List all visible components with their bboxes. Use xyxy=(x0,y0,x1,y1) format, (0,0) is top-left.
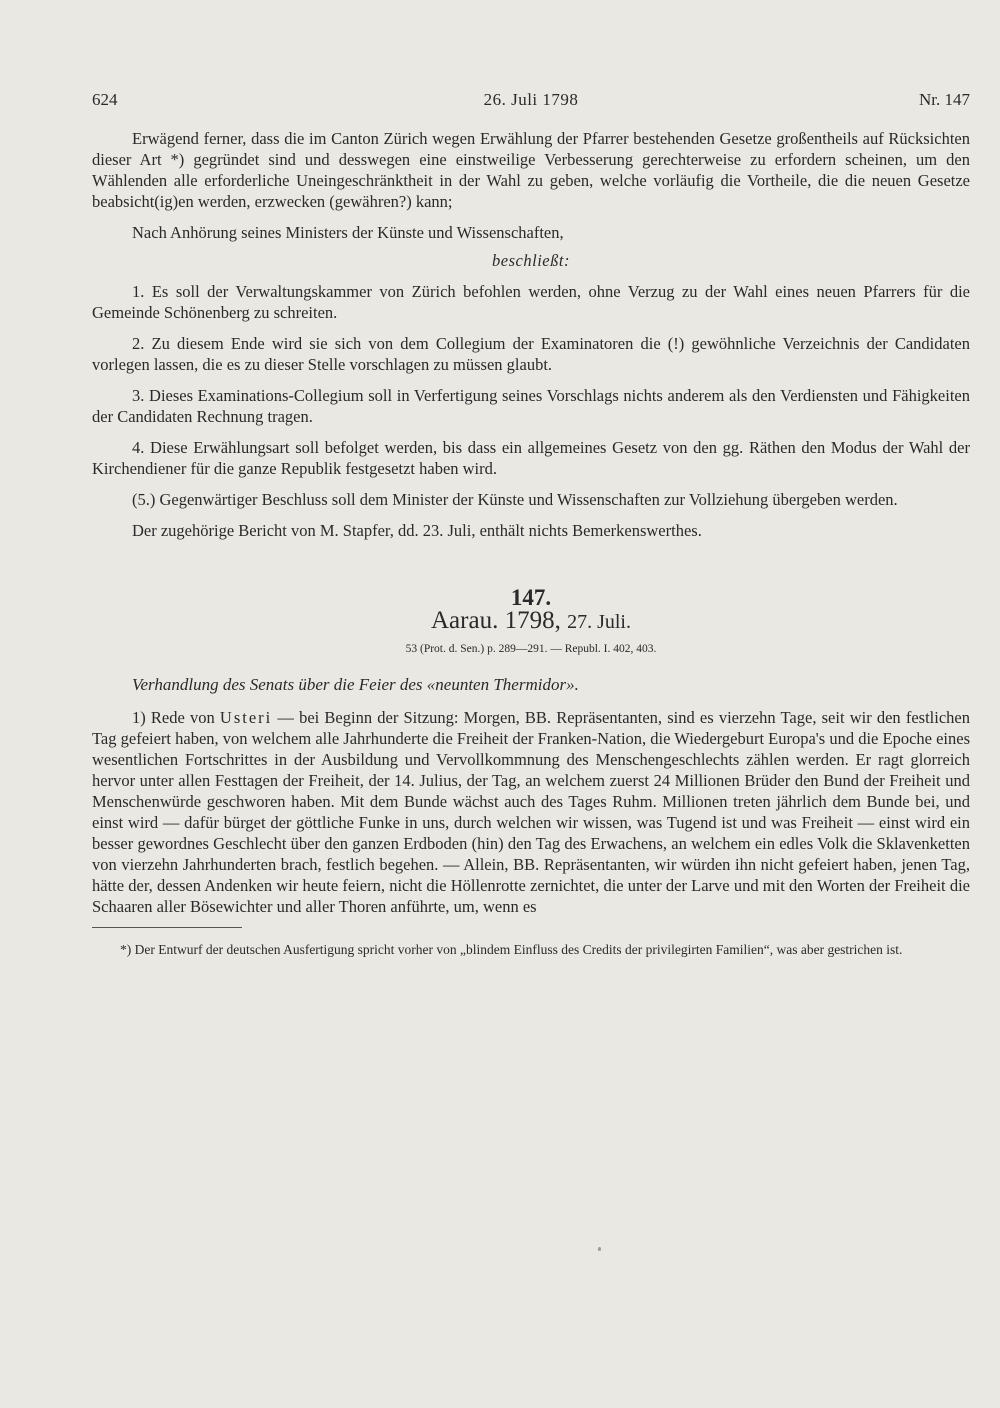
speech-text: — bei Beginn der Sitzung: Morgen, BB. Repräsentanten, sind es vierzehn Tage, seit wir den festlichen Tag gefeiert haben, von welchem alle Jahrhunderte die Freiheit der Franken-Nation, die Wiedergeburt Europa's und die Epoche eines wesentlichen Fortschrittes in der Ausbildung und Vervollkommnung des Menschengeschlechts zählen werden. Er ragt glorreich hervor unter allen Festtagen der Freiheit, der 14. Julius, der Tag, an welchem zuerst 24 Millionen Brüder den Bund der Freiheit und Menschenwürde geschworen haben. Mit dem Bunde wächst auch des Tages Ruhm. Millionen treten jährlich dem Bunde bei, und einst wird — dafür bürget der göttliche Funke in uns, durch welchen wir wissen, was Tugend ist und was Freiheit — einst wird ein besser gewordnes Geschlecht über den ganzen Erdboden (hin) den Tag des Erwachens, an welchem ein edles Volk die Sklavenketten von vierzehn Jahrhunderten brach, festlich begehen. — Allein, BB. Repräsentanten, wir würden ihn nicht gefeiert haben, jenen Tag, hätte der, dessen Andenken wir heute feiern, nicht die Höllenrotte zernichtet, die unter der Larve und mit den Worten der Freiheit die Schaaren aller Bösewichter und aller Thoren anführte, um, wenn es xyxy=(92,708,970,916)
footnote-rule xyxy=(92,927,242,928)
document-title: Verhandlung des Senats über die Feier des «neunten Thermidor». xyxy=(132,675,579,694)
header-date: 26. Juli 1798 xyxy=(483,90,579,109)
running-head xyxy=(92,90,970,114)
document-place: Aarau. xyxy=(431,607,499,634)
paragraph-considering: Erwägend ferner, dass die im Canton Zürich wegen Erwählung der Pfarrer bestehenden Gesetze großentheils auf Rücksichten dieser Art *) gegründet sind und desswegen eine einstweilige Verbesserung gerechterweise zu erfordern scheinen, um den Wählenden alle erforderliche Uneingeschränktheit in der Wahl zu geben, welche vorläufig die Vortheile, die die neuen Gesetze beabsicht(ig)en werden, erzwecken (gewähren?) kann; xyxy=(92,129,970,211)
source-reference: 53 (Prot. d. Sen.) p. 289—291. — Republ. I. 402, 403. xyxy=(405,643,657,655)
document-day: 27. Juli. xyxy=(567,611,631,633)
speech-prefix: 1) Rede von xyxy=(132,708,220,727)
document-number: 147. xyxy=(510,585,552,610)
body-text xyxy=(92,128,970,959)
footnote: *) Der Entwurf der deutschen Ausfertigung spricht vorher von „blindem Einfluss des Credits der privilegirten Familien“, was aber gestrichen ist. xyxy=(120,942,903,957)
resolves-heading: beschließt: xyxy=(492,251,570,270)
page-number: 624 xyxy=(92,90,118,109)
speech-paragraph xyxy=(92,707,970,917)
resolution-item-2: 2. Zu diesem Ende wird sie sich von dem Collegium der Examinatoren die (!) gewöhnliche Verzeichnis der Candidaten vorlegen lassen, die es zu dieser Stelle vorschlagen zu müssen glaubt. xyxy=(92,334,970,374)
header-doc-number: Nr. 147 xyxy=(919,90,970,109)
paragraph-hearing: Nach Anhörung seines Ministers der Künste und Wissenschaften, xyxy=(132,223,564,242)
paper-speck xyxy=(598,1247,601,1251)
document-place-date xyxy=(92,607,970,634)
report-note: Der zugehörige Bericht von M. Stapfer, dd. 23. Juli, enthält nichts Bemerkenswerthes. xyxy=(132,521,702,540)
resolution-item-3: 3. Dieses Examinations-Collegium soll in Verfertigung seines Vorschlags nichts anderem als den Verdiensten und Fähigkeiten der Candidaten Rechnung tragen. xyxy=(92,386,970,426)
resolution-item-4: 4. Diese Erwählungsart soll befolget werden, bis dass ein allgemeines Gesetz von den gg. Räthen den Modus der Wahl der Kirchendiener für die ganze Republik festgesetzt haben wird. xyxy=(92,438,970,478)
speaker-name: Usteri xyxy=(219,708,273,727)
document-year: 1798, xyxy=(504,607,561,634)
resolution-item-5: (5.) Gegenwärtiger Beschluss soll dem Minister der Künste und Wissenschaften zur Vollziehung übergeben werden. xyxy=(132,490,898,509)
resolution-item-1: 1. Es soll der Verwaltungskammer von Zürich befohlen werden, ohne Verzug zu der Wahl eines neuen Pfarrers für die Gemeinde Schönenberg zu schreiten. xyxy=(92,282,970,322)
